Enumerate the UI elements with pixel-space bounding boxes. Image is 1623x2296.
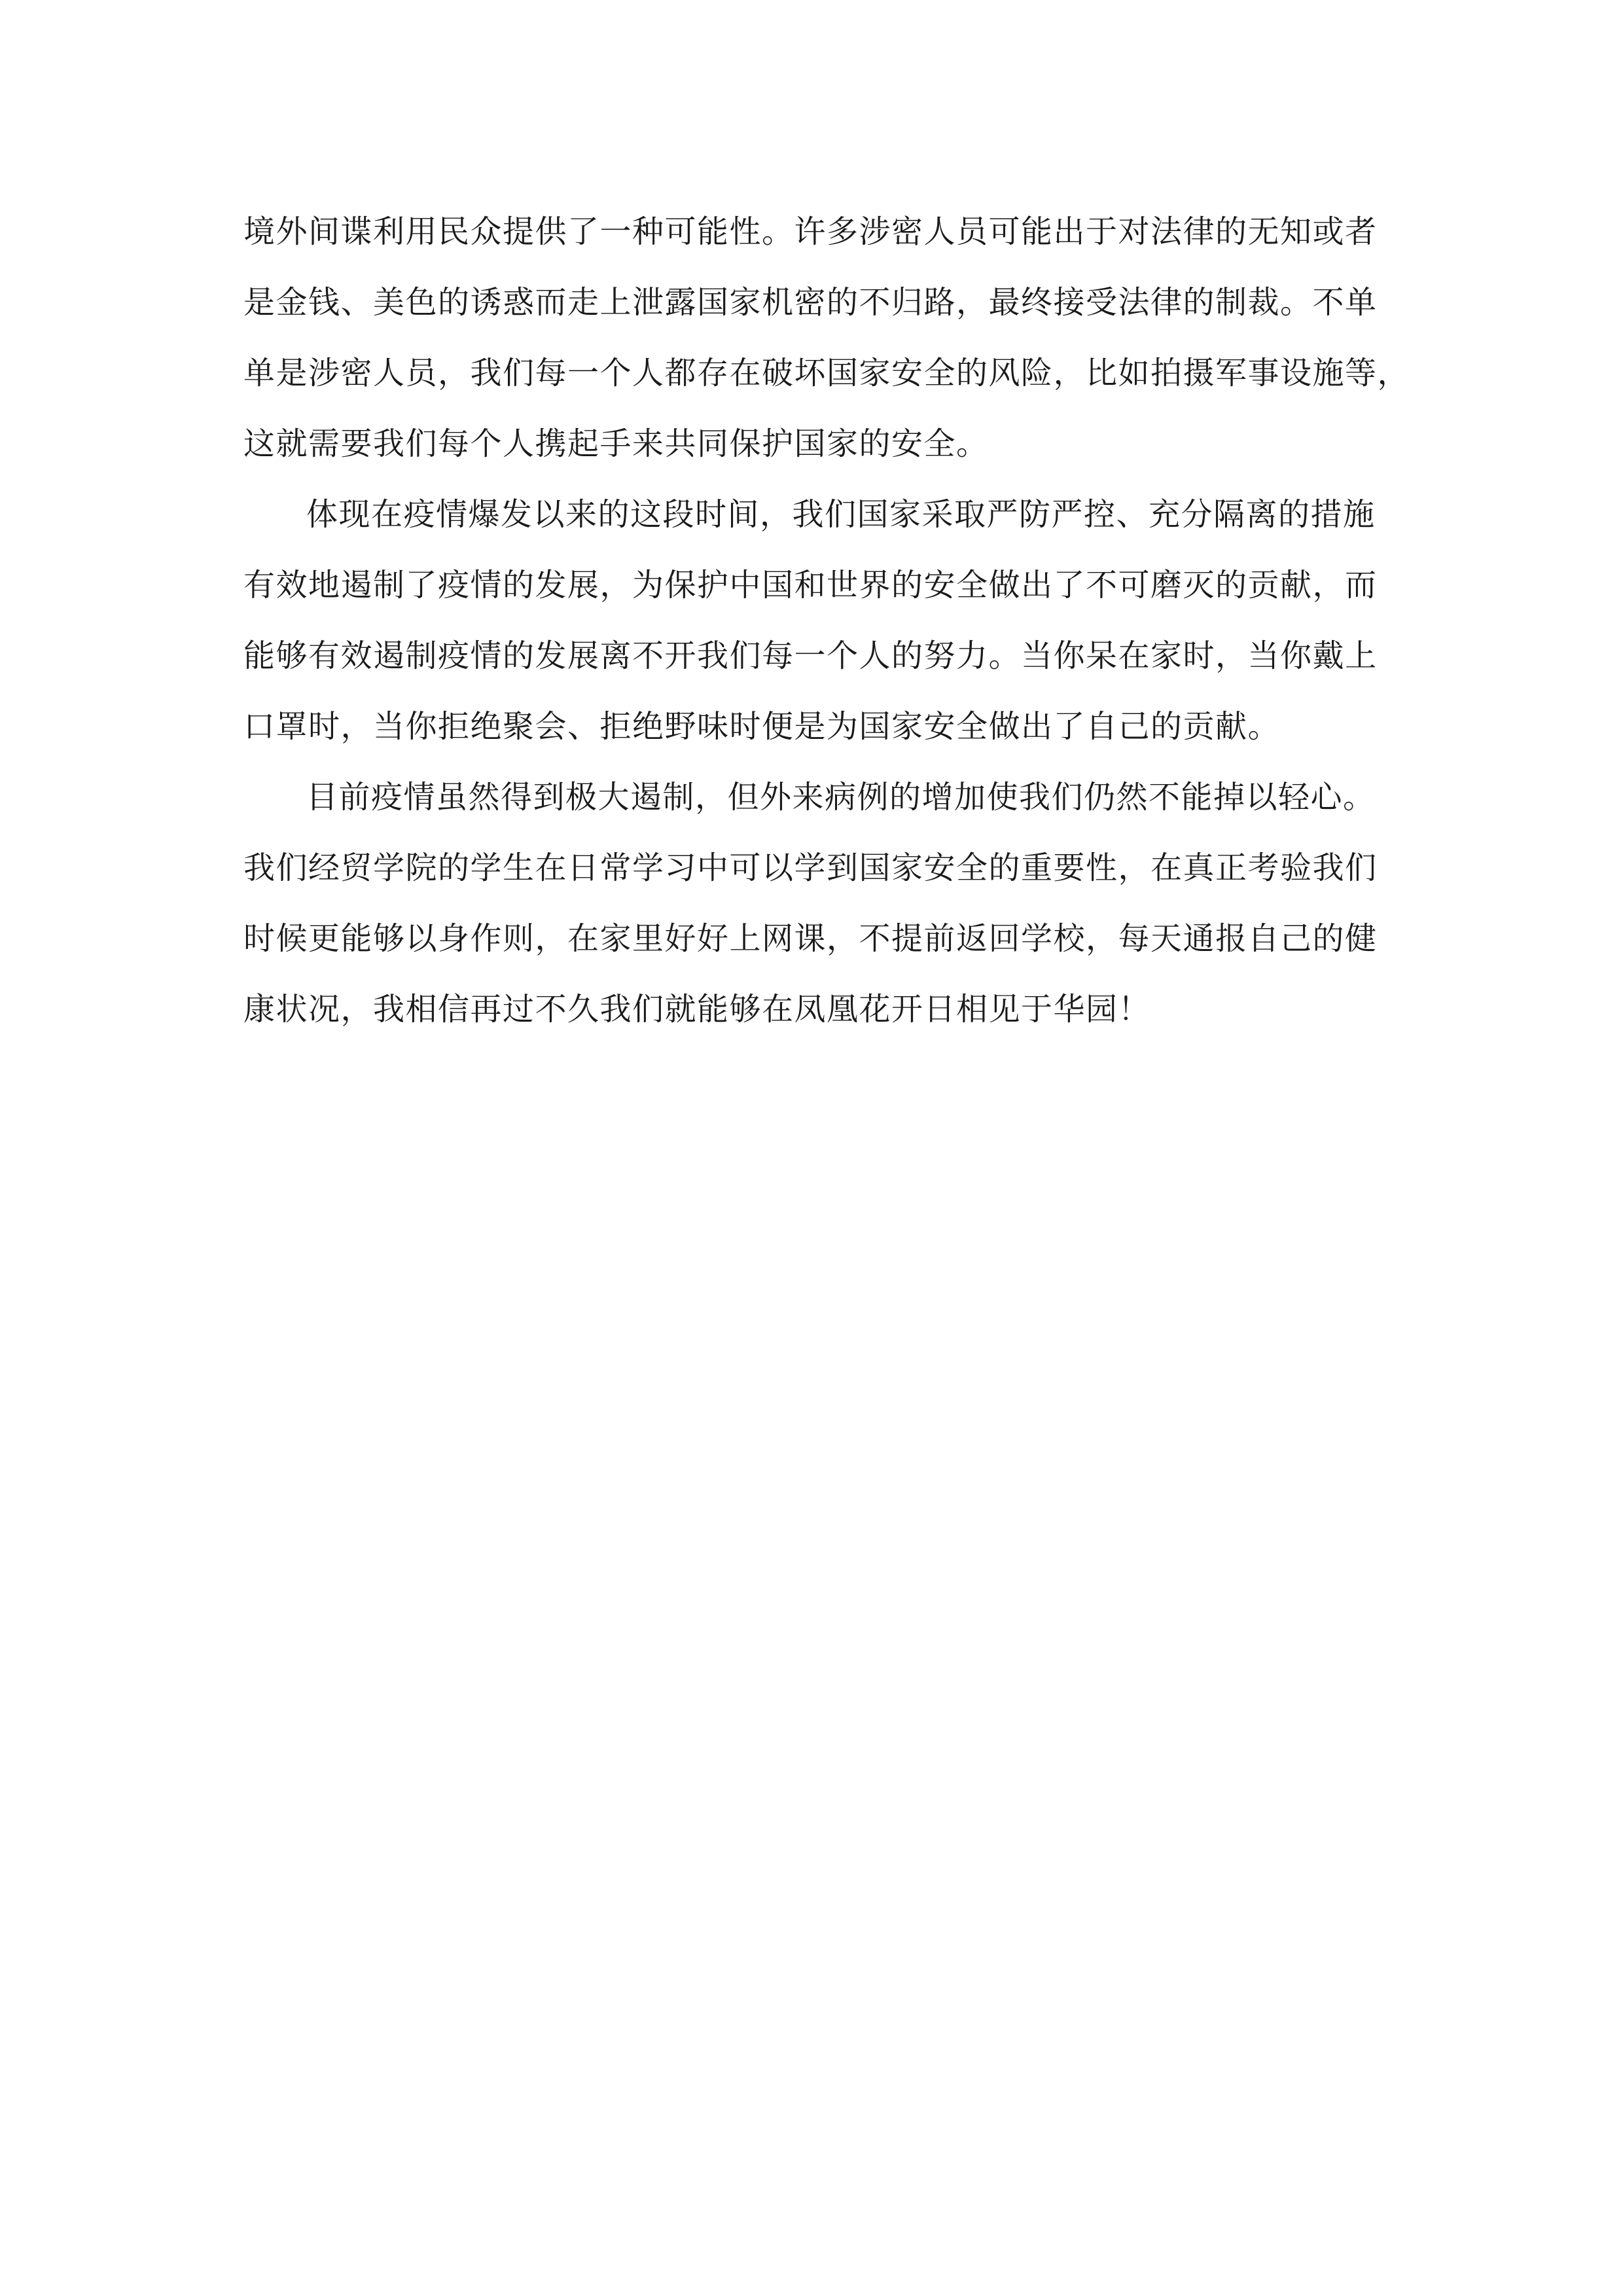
paragraph-line: 时候更能够以身作则，在家里好好上网课，不提前返回学校，每天通报自己的健 — [243, 920, 1378, 957]
paragraph-3 — [243, 762, 1389, 1045]
paragraph-line: 有效地遏制了疫情的发展，为保护中国和世界的安全做出了不可磨灭的贡献，而 — [243, 567, 1378, 603]
paragraph-line: 单是涉密人员，我们每一个人都存在破坏国家安全的风险，比如拍摄军事设施等， — [243, 355, 1410, 391]
paragraph-line: 康状况，我相信再过不久我们就能够在凤凰花开日相见于华园！ — [243, 991, 1151, 1028]
body-text — [243, 196, 1410, 1045]
paragraph-line: 能够有效遏制疫情的发展离不开我们每一个人的努力。当你呆在家时，当你戴上 — [243, 637, 1378, 674]
paragraph-line: 体现在疫情爆发以来的这段时间，我们国家采取严防严控、充分隔离的措施 — [306, 496, 1376, 533]
paragraph-line: 是金钱、美色的诱惑而走上泄露国家机密的不归路，最终接受法律的制裁。不单 — [243, 284, 1378, 321]
paragraph-line: 口罩时，当你拒绝聚会、拒绝野味时便是为国家安全做出了自己的贡献。 — [243, 708, 1281, 745]
paragraph-line: 这就需要我们每个人携起手来共同保护国家的安全。 — [243, 425, 989, 462]
paragraph-line: 境外间谍利用民众提供了一种可能性。许多涉密人员可能出于对法律的无知或者 — [243, 213, 1378, 250]
paragraph-1 — [243, 196, 1410, 479]
paragraph-line: 目前疫情虽然得到极大遏制，但外来病例的增加使我们仍然不能掉以轻心。 — [306, 779, 1376, 816]
paragraph-line: 我们经贸学院的学生在日常学习中可以学到国家安全的重要性，在真正考验我们 — [243, 850, 1378, 886]
paragraph-2 — [243, 479, 1389, 762]
